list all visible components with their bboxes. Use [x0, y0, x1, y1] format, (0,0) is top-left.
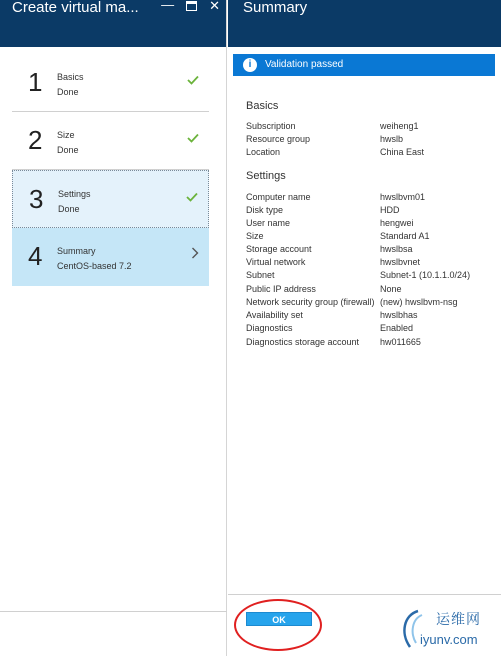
disk-type-label: Disk type — [246, 205, 284, 215]
close-icon[interactable]: ✕ — [209, 0, 220, 13]
step-size[interactable] — [12, 112, 209, 170]
step-number: 1 — [28, 67, 43, 97]
checkmark-icon — [186, 190, 198, 205]
subscription-value: weiheng1 — [380, 121, 419, 131]
public-ip-label: Public IP address — [246, 284, 316, 294]
storage-account-value: hwslbsa — [380, 244, 413, 254]
watermark-logo — [398, 605, 498, 653]
step-name: Settings — [58, 189, 91, 199]
step-name: Size — [57, 130, 75, 140]
user-name-value: hengwei — [380, 218, 414, 228]
step-settings[interactable] — [12, 170, 209, 228]
window-controls — [161, 0, 220, 12]
storage-account-label: Storage account — [246, 244, 312, 254]
computer-name-label: Computer name — [246, 192, 311, 202]
nsg-label: Network security group (firewall) — [246, 297, 375, 307]
step-name: Basics — [57, 72, 84, 82]
step-number: 4 — [28, 241, 43, 271]
create-vm-blade — [0, 0, 227, 656]
validation-text: Validation passed — [265, 59, 344, 70]
virtual-network-value: hwslbvnet — [380, 257, 421, 267]
user-name-label: User name — [246, 218, 291, 228]
left-blade-header — [0, 0, 226, 47]
right-footer-divider — [228, 594, 501, 595]
basics-section-title: Basics — [246, 100, 279, 112]
subnet-label: Subnet — [246, 270, 275, 280]
subscription-label: Subscription — [246, 121, 296, 131]
step-number: 3 — [29, 184, 44, 214]
checkmark-icon — [187, 73, 199, 88]
public-ip-value: None — [380, 284, 402, 294]
size-value: Standard A1 — [380, 231, 430, 241]
validation-banner — [233, 54, 495, 76]
resource-group-value: hwslb — [380, 134, 404, 144]
size-label: Size — [246, 231, 264, 241]
watermark-cn-text: 运维网 — [436, 611, 481, 627]
diagnostics-storage-value: hw011665 — [380, 337, 421, 347]
step-status: CentOS-based 7.2 — [57, 261, 132, 271]
step-summary[interactable] — [12, 228, 209, 286]
chevron-right-icon — [191, 247, 199, 262]
step-name: Summary — [57, 246, 96, 256]
watermark-en-text: iyunv.com — [420, 632, 478, 647]
virtual-network-label: Virtual network — [246, 257, 306, 267]
minimize-icon[interactable]: — — [161, 0, 175, 12]
left-blade-title: Create virtual ma... — [12, 0, 139, 16]
availability-set-label: Availability set — [246, 310, 303, 320]
maximize-icon[interactable] — [186, 1, 197, 11]
step-basics[interactable] — [12, 54, 209, 112]
step-number: 2 — [28, 125, 43, 155]
right-blade-title: Summary — [243, 0, 308, 16]
diagnostics-value: Enabled — [380, 323, 414, 333]
resource-group-label: Resource group — [246, 134, 311, 144]
info-icon: i — [243, 58, 257, 72]
settings-section-title: Settings — [246, 170, 286, 182]
subnet-value: Subnet-1 (10.1.1.0/24) — [380, 270, 471, 280]
nsg-value: (new) hwslbvm-nsg — [380, 297, 458, 307]
computer-name-value: hwslbvm01 — [380, 192, 426, 202]
right-blade-header — [228, 0, 501, 47]
location-label: Location — [246, 147, 281, 157]
wizard-steps — [12, 54, 209, 286]
disk-type-value: HDD — [380, 205, 400, 215]
checkmark-icon — [187, 131, 199, 146]
diagnostics-storage-label: Diagnostics storage account — [246, 337, 360, 347]
availability-set-value: hwslbhas — [380, 310, 418, 320]
location-value: China East — [380, 147, 425, 157]
ok-button[interactable]: OK — [246, 612, 312, 626]
step-status: Done — [57, 87, 79, 97]
step-status: Done — [57, 145, 79, 155]
diagnostics-label: Diagnostics — [246, 323, 293, 333]
step-status: Done — [58, 204, 80, 214]
left-footer-divider — [0, 611, 227, 612]
